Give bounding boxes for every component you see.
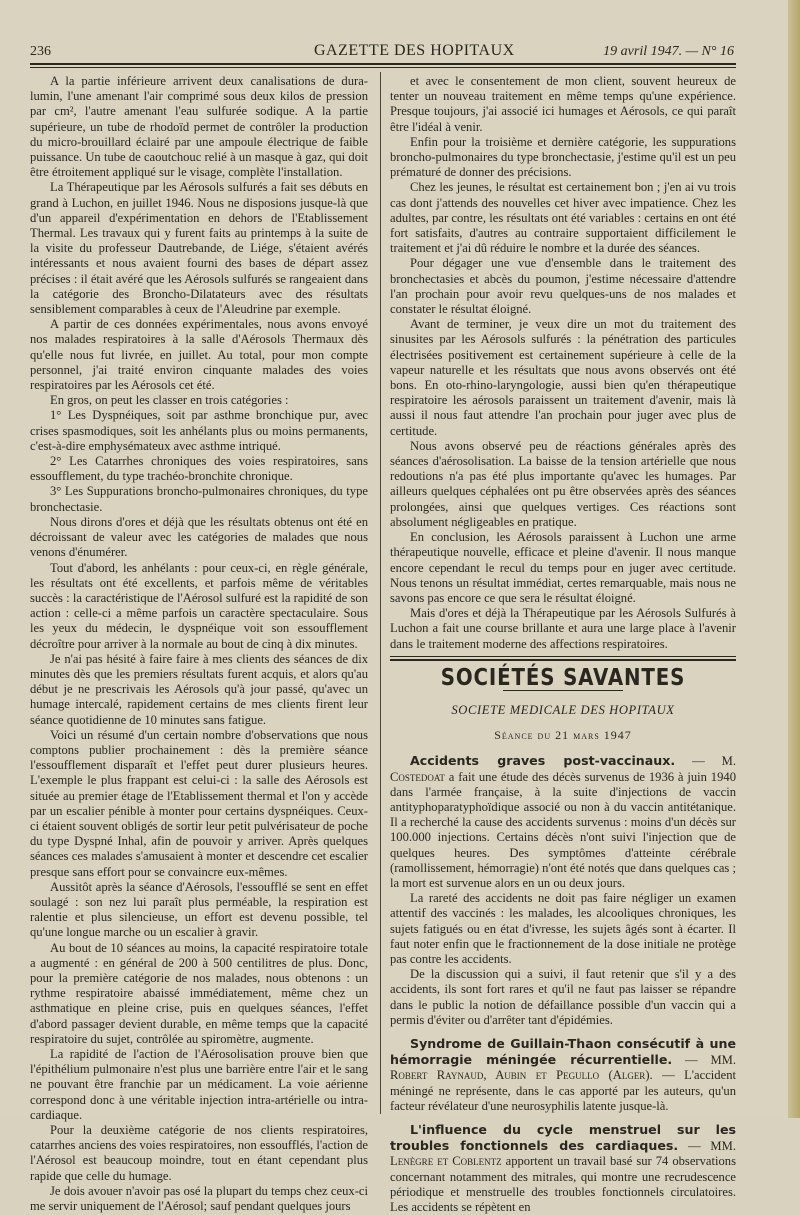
left-column: [30, 74, 368, 1214]
report-text: La rareté des accidents ne doit pas faire négliger un examen attentif des vaccinés : les malades, les alcooliques chroniques, les sujets fatigués ou en état d'ivresse, les sujets âgés sont à écarter. Il faut noter enfin que le fractionnement de la dose initiale ne protège pas contre les accidents.: [390, 891, 736, 966]
spacer: [390, 1028, 736, 1036]
paragraph: Chez les jeunes, le résultat est certainement bon ; j'en ai vu trois cas dont j'attends des nouvelles cet hiver avec impatience. Chez les adultes, par contre, les résultats ont été variables : certains en ont été fort satisfaits, d'autres au contraire supportaient difficilement le traitement et j'ai dû réduire le nombre et la durée des séances.: [390, 180, 736, 256]
report-paragraph: [390, 891, 736, 967]
report-authors: — MM. Lenègre et Coblentz: [390, 1139, 736, 1169]
report-text: a fait une étude des décès survenus de 1936 à juin 1940 dans l'armée française, à la suite d'injections de vaccin antityphoparatyphoïdique associé ou non à du vaccin antitétanique. Il a recherché la cause des accidents survenus : moins d'un décès sur 100.000 injections. Certains décès n'ont suivi l'injection que de quelques heures. Des symptômes d'atteinte cérébrale (ramollissement, hémorragie) n'ont été notés que dans quelques cas ; la mort est survenue alors en un ou deux jours.: [390, 769, 736, 890]
paragraph: Au bout de 10 séances au moins, la capacité respiratoire totale a augmenté : en général de 200 à 500 centilitres de plus. Donc, pour la première catégorie de nos malades, nous obtenons : un rythme respiratoire abaissé immédiatement, même chez un asthmatique en pleine crise, puis en quelques séances, l'effet d'abord passager devient durable, en même temps que la capacité respiratoire du sujet, contrôlée au spiromètre, augmente.: [30, 940, 368, 1046]
report-paragraph: [390, 1122, 736, 1215]
paragraph: 1° Les Dyspnéiques, soit par asthme bronchique pur, avec crises spasmodiques, soit les anhélants plus ou moins permanents, c'est-à-dire emphysémateux avec asthme intriqué.: [30, 408, 368, 453]
paragraph: Enfin pour la troisième et dernière catégorie, les suppurations broncho-pulmonaires du type bronchectasie, j'estime qu'il est un peu prématuré de donner des précisions.: [390, 134, 736, 180]
society-name: SOCIETE MEDICALE DES HOPITAUX: [451, 702, 675, 717]
report-paragraph: [390, 967, 736, 1028]
report-topic: Accidents graves post-vaccinaux.: [410, 753, 676, 769]
page-number: 236: [30, 44, 51, 59]
page-edge: [788, 0, 800, 1118]
report-text: De la discussion qui a suivi, il faut retenir que s'il y a des accidents, ils sont fort rares et qu'il ne faut pas laisser se répandre dans le public la notion de défaillance possible d'un vaccin qui a permis d'éviter ou d'arrêter tant d'épidémies.: [390, 967, 736, 1027]
report-authors: — MM. Robert Raynaud, Aubin et Pegullo (Alger).: [390, 1053, 736, 1083]
paragraph: Nous dirons d'ores et déjà que les résultats obtenus ont été en décroissant de valeur avec les catégories de malades que nous venons d'énumérer.: [30, 514, 368, 560]
paragraph: Pour dégager une vue d'ensemble dans le traitement des bronchectasies et abcès du poumon, j'estime nécessaire d'attendre l'an prochain pour avoir revu quelques-uns de nos malades et constater le résultat éloigné.: [390, 256, 736, 317]
paragraph: Mais d'ores et déjà la Thérapeutique par les Aérosols Sulfurés à Luchon a fait une course brillante et aura une large place à l'avenir dans le traitement moderne des affections respiratoires.: [390, 606, 736, 651]
issue-date: 19 avril 1947. — N° 16: [603, 44, 734, 59]
seance-date: Séance du 21 mars 1947: [494, 728, 632, 743]
report-text: — L'accident méningé ne représente, dans le cas apporté par les auteurs, qu'un facteur révélateur d'une neurosyphilis latente jusque-là.: [390, 1068, 736, 1113]
report-paragraph: [390, 753, 736, 891]
paragraph: Je dois avouer n'avoir pas osé la plupart du temps chez ceux-ci me servir uniquement de l'Aérosol; sauf pendant quelques jours: [30, 1183, 368, 1214]
section-title: SOCIÉTÉS SAVANTES: [440, 664, 686, 691]
paragraph: et avec le consentement de mon client, souvent heureux de tenter un nouveau traitement en même temps qu'une expérience. Presque toujours, j'ai associé ici humages et Aérosols, ce qui paraît être l'idéal à venir.: [390, 74, 736, 134]
paragraph: A la partie inférieure arrivent deux canalisations de dura-lumin, l'une amenant l'air comprimé sous deux kilos de pression par cm², l'autre amenant l'eau sulfurée sodique. A la partie supérieure, un tube de rhodoïd permet de contrôler la production du micro-brouillard éclairé par une ampoule électrique de faible puissance. Un tube de caoutchouc relié à un masque à gaz, qui doit être étroitement appliqué sur le visage, complète l'installation.: [30, 74, 368, 180]
header-rule-thin: [30, 67, 736, 68]
report-text: apportent un travail basé sur 74 observations concernant notamment des mitrales, qui montre une recrudescence périodique et menstruelle des troubles fonctionnels circulatoires. Les accidents se répètent en: [390, 1154, 736, 1215]
report-topic: L'influence du cycle menstruel sur les troubles fonctionnels des cardiaques.: [390, 1122, 736, 1154]
paragraph: Pour la deuxième catégorie de nos clients respiratoires, catarrhes anciens des voies respiratoires, non essoufflés, l'action de l'Aérosol est beaucoup moindre, tout en étant cependant plus rapide que celle du humage.: [30, 1123, 368, 1183]
section-rule: [390, 656, 736, 657]
paragraph: Voici un résumé d'un certain nombre d'observations que nous comptons publier prochainement : dès la première séance l'essoufflement disparaît et l'effet peut durer plusieurs heures. L'exemple le plus frappant est celui-ci : la salle des Aérosols est située au premier étage de l'Etablissement thermal et l'on y accède par un escalier pénible à monter pour certains dyspnéiques. Ceux-ci étaient souvent obligés de sortir leur petit pulvérisateur de poche du type Dyspné Inhal, afin de pouvoir y arriver. Après quelques séances ces malades s'amusaient à monter et descendre cet escalier presque sans effort pour se convaincre eux-mêmes.: [30, 727, 368, 879]
paragraph: La rapidité de l'action de l'Aérosolisation prouve bien que l'épithélium pulmonaire n'est plus une barrière entre l'air et le sang ne pouvant être franchie par un médicament. La voie aérienne correspond donc à une véritable injection intra-artérielle ou intra-cardiaque.: [30, 1047, 368, 1122]
paragraph: Tout d'abord, les anhélants : pour ceux-ci, en règle générale, les résultats ont été excellents, et parfois même de véritables succès : la caractéristique de l'Aérosol sulfuré est la rapidité de son action : celle-ci a même parfois un caractère spectaculaire. Sous les yeux du médecin, le dyspnéique voit son essoufflement décroître pour arriver à la normale au bout de cinq à dix minutes.: [30, 560, 368, 651]
right-column: [390, 74, 736, 1215]
paragraph: A partir de ces données expérimentales, nous avons envoyé nos malades respiratoires à la salle d'Aérosols Thermaux dès qu'elle nous fut livrée, en juillet. Au total, pour mon compte personnel, j'ai traité environ cinquante malades des voies respiratoires par les Aérosols cet été.: [30, 317, 368, 393]
journal-title: GAZETTE DES HOPITAUX: [314, 42, 515, 59]
paragraph: Aussitôt après la séance d'Aérosols, l'essoufflé se sent en effet soulagé : son nez lui paraît plus perméable, la respiration est ralentie et plus silencieuse, un effort est devenu possible, tel qu'une longue marche ou un escalier à gravir.: [30, 879, 368, 940]
paragraph: 3° Les Suppurations broncho-pulmonaires chroniques, du type bronchectasie.: [30, 484, 368, 514]
paragraph: Je n'ai pas hésité à faire faire à mes clients des séances de dix minutes dès que les premiers résultats furent acquis, et alors qu'au début je ne prescrivais les Aérosols qu'à jour passé, qu'avec un humage intercalé, rapidement certains de mes clients firent leur séance quotidienne de 10 minutes sans fatigue.: [30, 651, 368, 727]
paragraph: Nous avons observé peu de réactions générales après des séances d'aérosolisation. La baisse de la tension artérielle que nous redoutions n'a pas été plus importante qu'avec les humages. Par ailleurs quelques céphalées ont pu être observées après des séances prolongées, ainsi que quelques vertiges. Ces réactions sont absolument négligeables en pratique.: [390, 438, 736, 529]
report-authors: — M. Costedoat: [390, 754, 736, 784]
column-divider: [380, 72, 381, 1114]
report-topic: Syndrome de Guillain-Thaon consécutif à une hémorragie méningée récurrentielle.: [390, 1035, 736, 1068]
report-paragraph: [390, 1036, 736, 1114]
section-rule-thick: [390, 659, 736, 661]
paragraph: En conclusion, les Aérosols paraissent à Luchon une arme thérapeutique nouvelle, efficace et pleine d'avenir. Il nous manque encore cependant le recul du temps pour en juger avec certitude. Nous tenons un résultat immédiat, certes remarquable, mais nous ne savons pas encore ce que sera le résultat éloigné.: [390, 530, 736, 605]
paragraph: La Thérapeutique par les Aérosols sulfurés a fait ses débuts en grand à Luchon, en juillet 1946. Nous ne disposions jusque-là que d'un appareil d'expérimentation en dehors de l'Etablissement Thermal. Les travaux qui y furent faits au printemps à la suite de la visite du professeur Dautrebande, de Liége, s'étaient avérés intéressants et nous avaient fourni des bases de départ assez précises : il était avéré que les Aérosols sulfurés se rangeaient dans la catégorie des Broncho-Dilatateurs avec des résultats sensiblement comparables à ceux de l'Aleudrine par exemple.: [30, 180, 368, 317]
paragraph: Avant de terminer, je veux dire un mot du traitement des sinusites par les Aérosols sulfurés : la pénétration des particules électrisées positivement est certainement supérieure à celle de la vapeur naturelle et les résultats que nous avons observés ont été bons. En oto-rhino-laryngologie, aussi bien qu'en thérapeutique respiratoire les aérosols paraissent un traitement d'avenir, mais là aussi il nous faut attendre l'an prochain pour juger avec plus de certitude.: [390, 317, 736, 438]
paragraph: En gros, on peut les classer en trois catégories :: [50, 393, 289, 408]
spacer: [390, 1114, 736, 1122]
page-header: [30, 38, 790, 64]
paragraph: 2° Les Catarrhes chroniques des voies respiratoires, sans essoufflement, du type trachéo-bronchite chronique.: [30, 454, 368, 484]
header-rule: [30, 63, 736, 65]
